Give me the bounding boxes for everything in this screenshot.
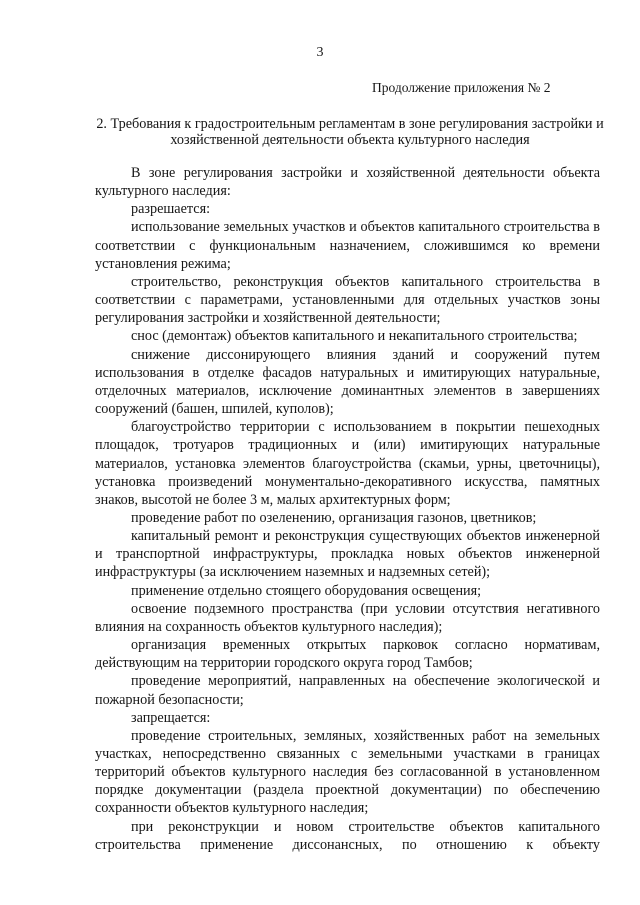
paragraph: запрещается:: [131, 709, 211, 726]
paragraph: проведение мероприятий, направленных на обеспечение экологической и пожарной безопасности;: [95, 673, 600, 708]
paragraph: освоение подземного пространства (при условии отсутствия негативного влияния на сохранность объектов культурного наследия);: [95, 600, 600, 635]
document-body: [95, 164, 600, 854]
paragraph: разрешается:: [131, 201, 211, 218]
paragraph: организация временных открытых парковок согласно нормативам, действующим на территории городского округа город Тамбов;: [95, 637, 600, 672]
paragraph: проведение строительных, земляных, хозяйственных работ на земельных участках, непосредственно связанных с земельными участками в границах территорий объектов культурного наследия без согласованной в установленном порядке документации (раздела проектной документации) по обеспечению сохранности объектов культурного наследия;: [95, 727, 600, 817]
paragraph: использование земельных участков и объектов капитального строительства в соответствии с функциональным назначением, сложившимся ко времени установления режима;: [95, 219, 600, 272]
paragraph: В зоне регулирования застройки и хозяйственной деятельности объекта культурного наследия:: [95, 165, 600, 200]
page-number: 3: [316, 45, 324, 60]
appendix-label: Продолжение приложения № 2: [372, 80, 551, 95]
paragraph: капитальный ремонт и реконструкция существующих объектов инженерной и транспортной инфраструктуры, прокладка новых объектов инженерной инфраструктуры (за исключением наземных и надземных сетей);: [95, 528, 600, 581]
section-heading: 2. Требования к градостроительным регламентам в зоне регулирования застройки и хозяйственной деятельности объекта культурного наследия: [96, 116, 604, 148]
paragraph: применение отдельно стоящего оборудования освещения;: [131, 582, 482, 599]
paragraph: благоустройство территории с использованием в покрытии пешеходных площадок, тротуаров традиционных и (или) имитирующих натуральные материалов, установка элементов благоустройства (скамьи, урны, цветочницы), установка произведений монументально-декоративного искусства, памятных знаков, высотой не более 3 м, малых архитектурных форм;: [95, 419, 600, 508]
paragraph: снижение диссонирующего влияния зданий и сооружений путем использования в отделке фасадов натуральных и имитирующих натуральные, отделочных материалов, исключение доминантных элементов в завершениях сооружений (башен, шпилей, куполов);: [95, 346, 600, 418]
paragraph: снос (демонтаж) объектов капитального и некапитального строительства;: [131, 328, 578, 345]
paragraph: проведение работ по озеленению, организация газонов, цветников;: [131, 509, 537, 526]
paragraph: при реконструкции и новом строительстве объектов капитального строительства применение диссонансных, по отношению к объекту: [95, 818, 600, 853]
paragraph: строительство, реконструкция объектов капитального строительства в соответствии с параметрами, установленными для отдельных участков зоны регулирования застройки и хозяйственной деятельности;: [95, 273, 600, 327]
